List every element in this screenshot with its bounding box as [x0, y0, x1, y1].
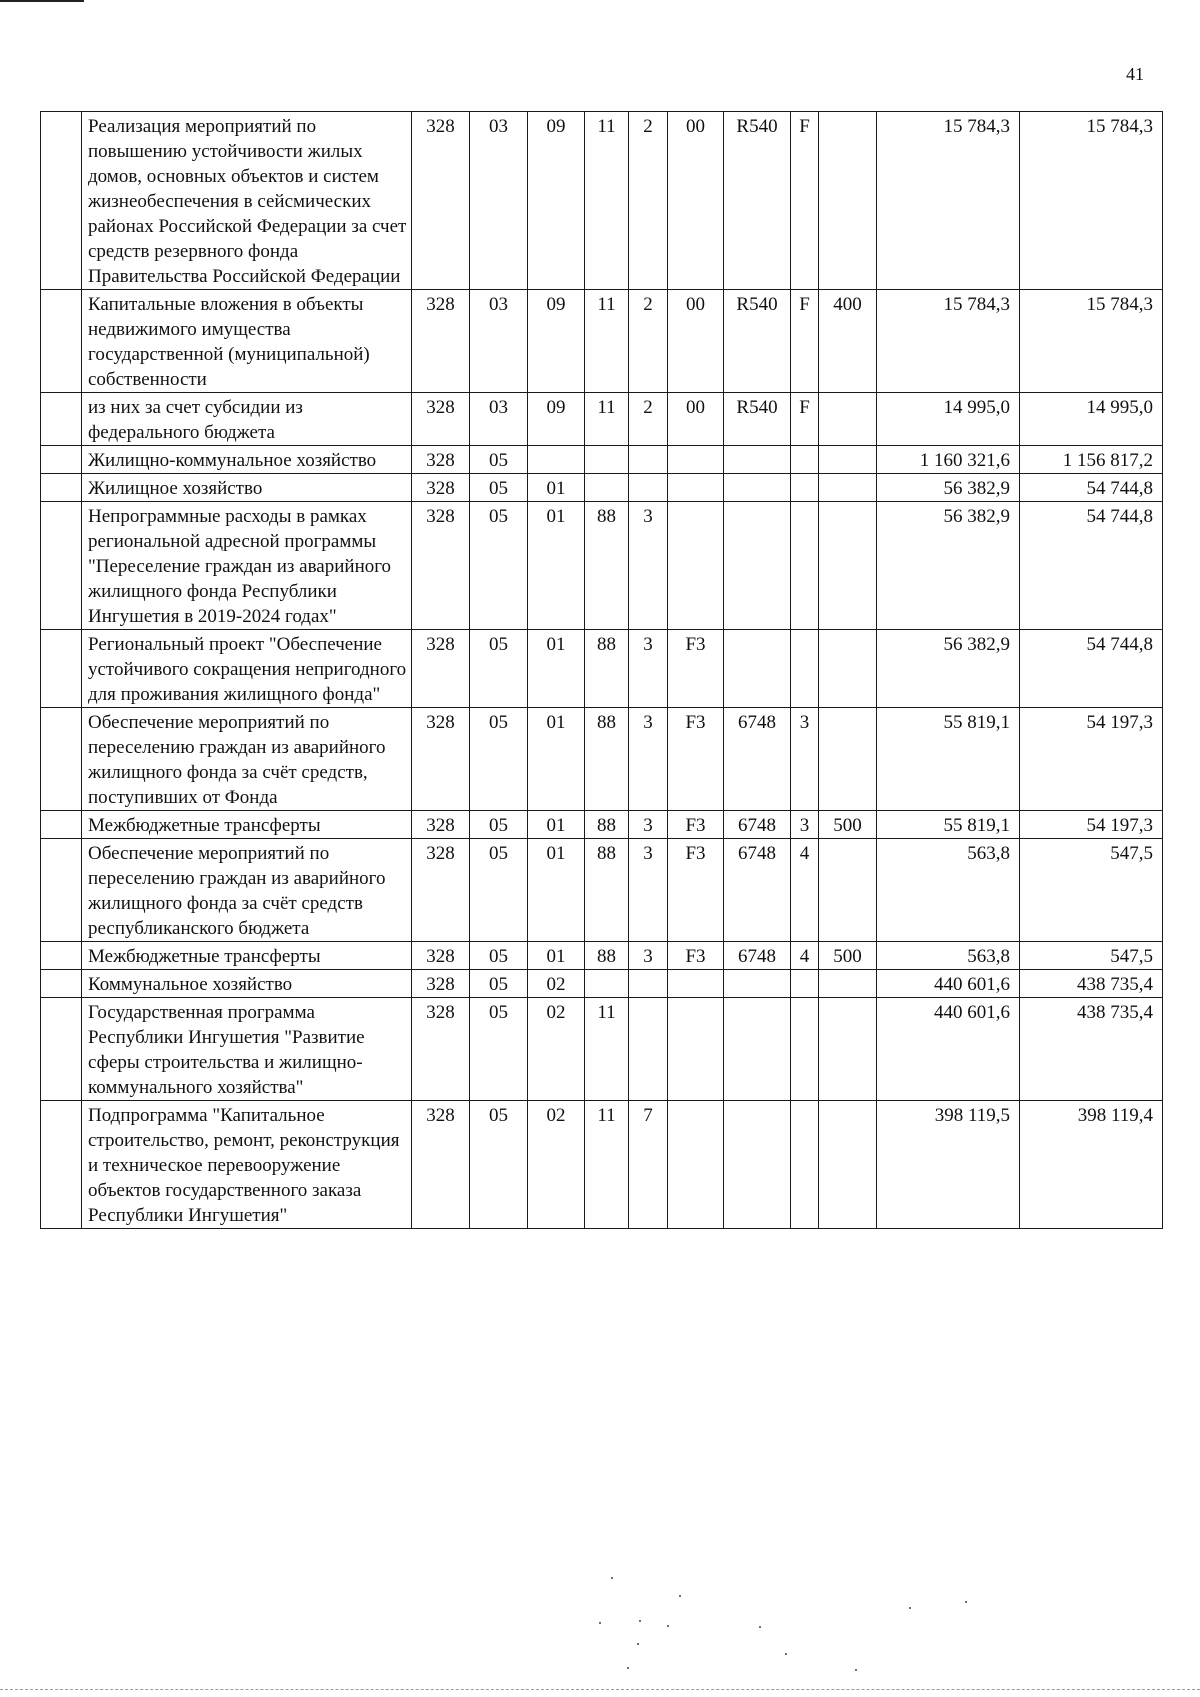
code-cell: 02: [528, 998, 585, 1101]
expense-name-cell: Коммунальное хозяйство: [82, 970, 412, 998]
row-index-cell: [41, 502, 82, 630]
code-cell: [629, 474, 668, 502]
row-index-cell: [41, 942, 82, 970]
code-cell: 500: [819, 942, 877, 970]
code-cell: F3: [668, 630, 724, 708]
code-cell: [791, 502, 819, 630]
amount-cell: 563,8: [877, 942, 1020, 970]
code-cell: 88: [585, 811, 629, 839]
code-cell: 400: [819, 290, 877, 393]
table-row: [41, 393, 1163, 446]
code-cell: 500: [819, 811, 877, 839]
code-cell: [585, 474, 629, 502]
code-cell: [791, 970, 819, 998]
code-cell: R540: [724, 393, 791, 446]
code-cell: 7: [629, 1101, 668, 1229]
amount-cell: 54 744,8: [1020, 474, 1163, 502]
code-cell: 05: [470, 970, 528, 998]
code-cell: [791, 630, 819, 708]
expense-name-cell: Межбюджетные трансферты: [82, 942, 412, 970]
code-cell: 328: [412, 630, 470, 708]
code-cell: 01: [528, 942, 585, 970]
code-cell: [724, 630, 791, 708]
expense-name-cell: Жилищно-коммунальное хозяйство: [82, 446, 412, 474]
code-cell: 328: [412, 290, 470, 393]
code-cell: 2: [629, 290, 668, 393]
scan-noise: [0, 1560, 1200, 1697]
code-cell: 05: [470, 502, 528, 630]
code-cell: 6748: [724, 811, 791, 839]
code-cell: 328: [412, 708, 470, 811]
table-row: [41, 446, 1163, 474]
code-cell: F3: [668, 708, 724, 811]
code-cell: 05: [470, 811, 528, 839]
amount-cell: 15 784,3: [877, 290, 1020, 393]
code-cell: [791, 474, 819, 502]
row-index-cell: [41, 839, 82, 942]
budget-table-body: [41, 112, 1163, 1229]
code-cell: 05: [470, 1101, 528, 1229]
amount-cell: 54 744,8: [1020, 502, 1163, 630]
amount-cell: 56 382,9: [877, 474, 1020, 502]
amount-cell: 55 819,1: [877, 811, 1020, 839]
expense-name-cell: Государственная программа Республики Ингушетия "Развитие сферы строительства и жилищно-коммунального хозяйства": [82, 998, 412, 1101]
row-index-cell: [41, 1101, 82, 1229]
code-cell: 328: [412, 474, 470, 502]
expense-name-cell: Капитальные вложения в объекты недвижимого имущества государственной (муниципальной) собственности: [82, 290, 412, 393]
code-cell: 3: [629, 630, 668, 708]
code-cell: [629, 998, 668, 1101]
code-cell: 03: [470, 112, 528, 290]
code-cell: F3: [668, 839, 724, 942]
code-cell: [819, 474, 877, 502]
table-row: [41, 290, 1163, 393]
code-cell: [819, 502, 877, 630]
code-cell: F: [791, 393, 819, 446]
code-cell: 3: [791, 811, 819, 839]
amount-cell: 547,5: [1020, 942, 1163, 970]
code-cell: 4: [791, 839, 819, 942]
code-cell: [668, 446, 724, 474]
code-cell: 09: [528, 393, 585, 446]
code-cell: 01: [528, 708, 585, 811]
code-cell: [819, 112, 877, 290]
amount-cell: 14 995,0: [1020, 393, 1163, 446]
code-cell: 11: [585, 393, 629, 446]
code-cell: [724, 998, 791, 1101]
code-cell: [819, 1101, 877, 1229]
code-cell: 328: [412, 502, 470, 630]
page-number: 41: [1126, 64, 1144, 84]
code-cell: 6748: [724, 708, 791, 811]
row-index-cell: [41, 998, 82, 1101]
code-cell: [819, 708, 877, 811]
code-cell: 05: [470, 998, 528, 1101]
code-cell: 3: [629, 839, 668, 942]
code-cell: [629, 970, 668, 998]
scan-edge-line: [0, 0, 84, 2]
code-cell: 01: [528, 811, 585, 839]
code-cell: 2: [629, 112, 668, 290]
amount-cell: 1 160 321,6: [877, 446, 1020, 474]
code-cell: R540: [724, 290, 791, 393]
code-cell: 328: [412, 839, 470, 942]
table-row: [41, 811, 1163, 839]
code-cell: 01: [528, 502, 585, 630]
code-cell: 3: [791, 708, 819, 811]
code-cell: [668, 970, 724, 998]
code-cell: [819, 839, 877, 942]
amount-cell: 56 382,9: [877, 630, 1020, 708]
table-row: [41, 474, 1163, 502]
table-row: [41, 112, 1163, 290]
amount-cell: 55 819,1: [877, 708, 1020, 811]
code-cell: 328: [412, 998, 470, 1101]
row-index-cell: [41, 446, 82, 474]
expense-name-cell: из них за счет субсидии из федерального бюджета: [82, 393, 412, 446]
code-cell: [629, 446, 668, 474]
code-cell: [819, 998, 877, 1101]
amount-cell: 398 119,4: [1020, 1101, 1163, 1229]
amount-cell: 15 784,3: [1020, 290, 1163, 393]
row-index-cell: [41, 970, 82, 998]
code-cell: R540: [724, 112, 791, 290]
row-index-cell: [41, 811, 82, 839]
row-index-cell: [41, 474, 82, 502]
code-cell: 88: [585, 942, 629, 970]
code-cell: 05: [470, 708, 528, 811]
code-cell: 00: [668, 393, 724, 446]
code-cell: F3: [668, 811, 724, 839]
code-cell: [668, 1101, 724, 1229]
row-index-cell: [41, 290, 82, 393]
budget-table: [40, 111, 1163, 1229]
code-cell: F3: [668, 942, 724, 970]
expense-name-cell: Обеспечение мероприятий по переселению граждан из аварийного жилищного фонда за счёт средств республиканского бюджета: [82, 839, 412, 942]
code-cell: 6748: [724, 839, 791, 942]
expense-name-cell: Подпрограмма "Капитальное строительство, ремонт, реконструкция и техническое перевооружение объектов государственного заказа Республики Ингушетия": [82, 1101, 412, 1229]
code-cell: 11: [585, 290, 629, 393]
expense-name-cell: Непрограммные расходы в рамках региональной адресной программы "Переселение граждан из аварийного жилищного фонда Республики Ингушетия в 2019-2024 годах": [82, 502, 412, 630]
code-cell: 6748: [724, 942, 791, 970]
code-cell: 05: [470, 839, 528, 942]
amount-cell: 15 784,3: [1020, 112, 1163, 290]
table-row: [41, 1101, 1163, 1229]
amount-cell: 438 735,4: [1020, 970, 1163, 998]
expense-name-cell: Обеспечение мероприятий по переселению граждан из аварийного жилищного фонда за счёт средств, поступивших от Фонда: [82, 708, 412, 811]
amount-cell: 1 156 817,2: [1020, 446, 1163, 474]
code-cell: 09: [528, 290, 585, 393]
row-index-cell: [41, 112, 82, 290]
code-cell: 328: [412, 970, 470, 998]
code-cell: 11: [585, 112, 629, 290]
code-cell: [791, 1101, 819, 1229]
code-cell: 3: [629, 708, 668, 811]
code-cell: 4: [791, 942, 819, 970]
code-cell: [791, 446, 819, 474]
code-cell: 05: [470, 630, 528, 708]
table-row: [41, 708, 1163, 811]
code-cell: 01: [528, 630, 585, 708]
code-cell: 05: [470, 446, 528, 474]
code-cell: 328: [412, 446, 470, 474]
code-cell: 03: [470, 290, 528, 393]
code-cell: 88: [585, 708, 629, 811]
code-cell: 328: [412, 811, 470, 839]
amount-cell: 398 119,5: [877, 1101, 1020, 1229]
code-cell: 00: [668, 112, 724, 290]
row-index-cell: [41, 393, 82, 446]
code-cell: 328: [412, 942, 470, 970]
code-cell: 05: [470, 474, 528, 502]
amount-cell: 440 601,6: [877, 998, 1020, 1101]
code-cell: [819, 446, 877, 474]
code-cell: 00: [668, 290, 724, 393]
code-cell: 3: [629, 502, 668, 630]
row-index-cell: [41, 630, 82, 708]
code-cell: 05: [470, 942, 528, 970]
code-cell: [791, 998, 819, 1101]
code-cell: F: [791, 290, 819, 393]
expense-name-cell: Межбюджетные трансферты: [82, 811, 412, 839]
code-cell: [668, 998, 724, 1101]
code-cell: [819, 970, 877, 998]
amount-cell: 563,8: [877, 839, 1020, 942]
table-row: [41, 998, 1163, 1101]
code-cell: 11: [585, 998, 629, 1101]
code-cell: 3: [629, 942, 668, 970]
code-cell: [668, 474, 724, 502]
amount-cell: 54 197,3: [1020, 708, 1163, 811]
amount-cell: 438 735,4: [1020, 998, 1163, 1101]
code-cell: [668, 502, 724, 630]
code-cell: 88: [585, 502, 629, 630]
expense-name-cell: Реализация мероприятий по повышению устойчивости жилых домов, основных объектов и систем жизнеобеспечения в сейсмических районах Российской Федерации за счет средств резервного фонда Правительства Российской Федерации: [82, 112, 412, 290]
code-cell: [819, 393, 877, 446]
table-row: [41, 502, 1163, 630]
code-cell: [724, 502, 791, 630]
code-cell: 328: [412, 1101, 470, 1229]
code-cell: 11: [585, 1101, 629, 1229]
code-cell: F: [791, 112, 819, 290]
code-cell: [585, 970, 629, 998]
code-cell: 01: [528, 839, 585, 942]
code-cell: 2: [629, 393, 668, 446]
amount-cell: 547,5: [1020, 839, 1163, 942]
expense-name-cell: Жилищное хозяйство: [82, 474, 412, 502]
code-cell: [724, 474, 791, 502]
amount-cell: 15 784,3: [877, 112, 1020, 290]
table-row: [41, 630, 1163, 708]
amount-cell: 14 995,0: [877, 393, 1020, 446]
table-row: [41, 942, 1163, 970]
code-cell: [724, 446, 791, 474]
code-cell: 03: [470, 393, 528, 446]
code-cell: 02: [528, 970, 585, 998]
code-cell: 01: [528, 474, 585, 502]
row-index-cell: [41, 708, 82, 811]
code-cell: 09: [528, 112, 585, 290]
code-cell: [724, 970, 791, 998]
code-cell: 328: [412, 112, 470, 290]
expense-name-cell: Региональный проект "Обеспечение устойчивого сокращения непригодного для проживания жилищного фонда": [82, 630, 412, 708]
code-cell: [724, 1101, 791, 1229]
code-cell: 88: [585, 630, 629, 708]
code-cell: [528, 446, 585, 474]
code-cell: 328: [412, 393, 470, 446]
code-cell: 02: [528, 1101, 585, 1229]
code-cell: 3: [629, 811, 668, 839]
amount-cell: 54 744,8: [1020, 630, 1163, 708]
code-cell: [585, 446, 629, 474]
scan-bottom-edge: [0, 1689, 1200, 1691]
amount-cell: 54 197,3: [1020, 811, 1163, 839]
amount-cell: 56 382,9: [877, 502, 1020, 630]
table-row: [41, 839, 1163, 942]
code-cell: 88: [585, 839, 629, 942]
code-cell: [819, 630, 877, 708]
amount-cell: 440 601,6: [877, 970, 1020, 998]
table-row: [41, 970, 1163, 998]
